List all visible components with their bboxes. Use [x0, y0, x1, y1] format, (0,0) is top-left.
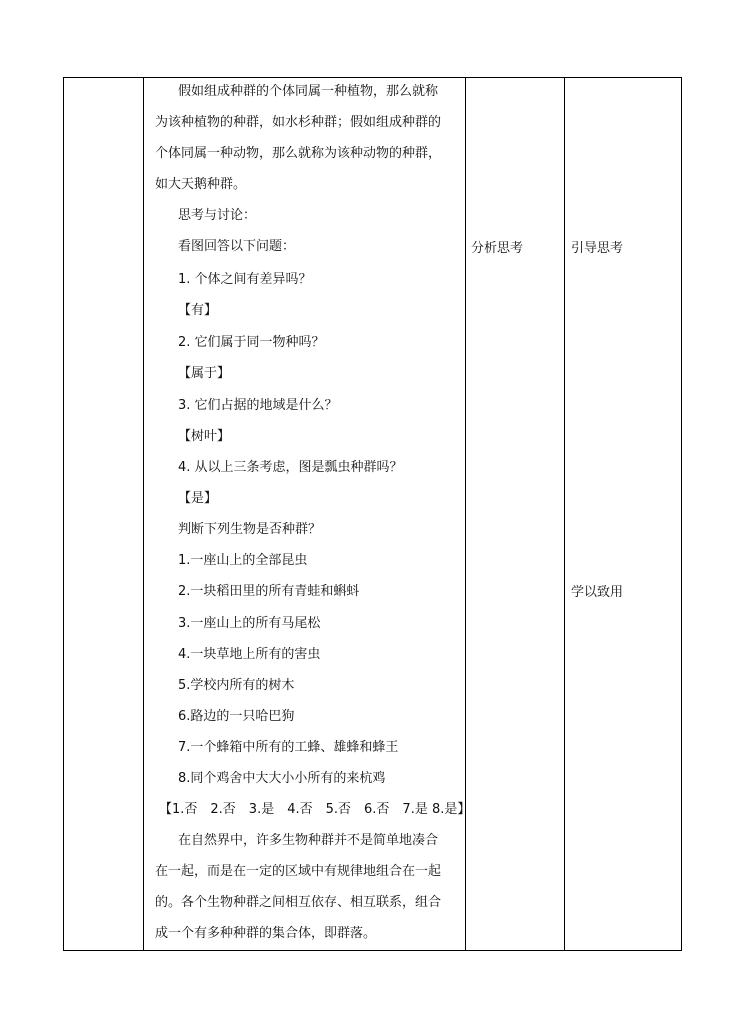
column-divider-1: [143, 78, 144, 950]
content-line: 在一起，而是在一定的区域中有规律地组合在一起: [155, 864, 442, 879]
list-item: 4.一块草地上所有的害虫: [178, 647, 321, 662]
list-item: 2.一块稻田里的所有青蛙和蝌蚪: [178, 584, 360, 599]
content-line: 为该种植物的种群，如水杉种群；假如组成种群的: [155, 115, 442, 130]
student-activity-label: 分析思考: [471, 241, 524, 256]
answer-line: 【是】: [178, 491, 218, 506]
teacher-activity-label: 引导思考: [571, 241, 624, 256]
content-line: 如大天鹅种群。: [155, 177, 247, 192]
content-line: 个体同属一种动物，那么就称为该种动物的种群，: [155, 146, 442, 161]
question-line: 3. 它们占据的地域是什么？: [178, 398, 338, 413]
answer-line: 【有】: [178, 303, 218, 318]
content-line: 看图回答以下问题：: [178, 239, 296, 254]
list-item: 8.同个鸡舍中大大小小所有的来杭鸡: [178, 771, 386, 786]
column-divider-3: [564, 78, 565, 950]
answer-line: 【1.否 2.否 3.是 4.否 5.否 6.否 7.是 8.是】: [159, 802, 471, 817]
lesson-table: [63, 77, 682, 951]
question-line: 4. 从以上三条考虑，图是瓢虫种群吗？: [178, 460, 403, 475]
content-line: 假如组成种群的个体同属一种植物，那么就称: [178, 84, 439, 99]
content-line: 判断下列生物是否种群？: [178, 522, 322, 537]
teacher-activity-label: 学以致用: [571, 585, 624, 600]
list-item: 1.一座山上的全部昆虫: [178, 553, 308, 568]
content-line: 的。各个生物种群之间相互依存、相互联系，组合: [155, 895, 442, 910]
question-line: 1. 个体之间有差异吗？: [178, 272, 312, 287]
content-line: 思考与讨论：: [178, 208, 257, 223]
answer-line: 【属于】: [178, 366, 231, 381]
content-line: 在自然界中，许多生物种群并不是简单地凑合: [178, 833, 439, 848]
list-item: 6.路边的一只哈巴狗: [178, 709, 295, 724]
list-item: 5.学校内所有的树木: [178, 678, 295, 693]
answer-line: 【树叶】: [178, 429, 231, 444]
list-item: 3.一座山上的所有马尾松: [178, 616, 321, 631]
content-line: 成一个有多种种群的集合体，即群落。: [155, 926, 377, 941]
question-line: 2. 它们属于同一物种吗？: [178, 335, 325, 350]
list-item: 7.一个蜂箱中所有的工蜂、雄蜂和蜂王: [178, 740, 399, 755]
